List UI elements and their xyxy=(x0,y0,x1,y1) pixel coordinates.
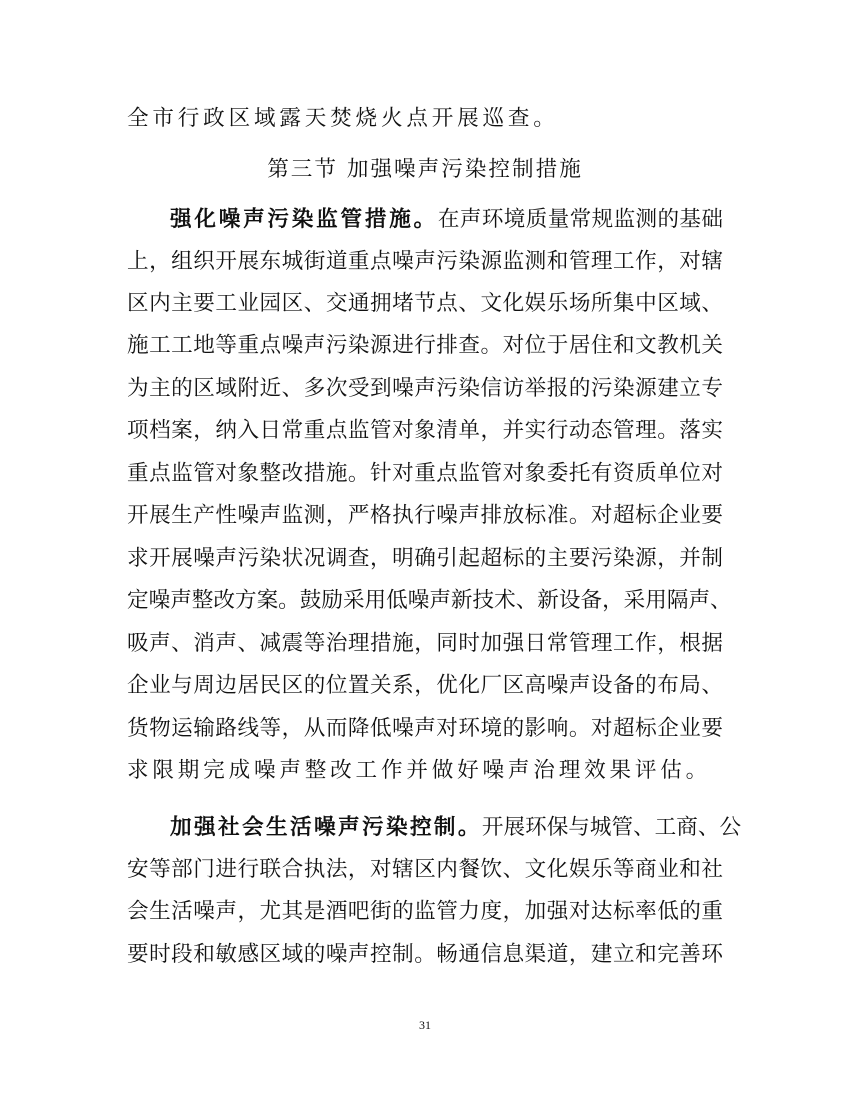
paragraph-1-line: 求开展噪声污染状况调查，明确引起超标的主要污染源，并制 xyxy=(127,546,723,571)
paragraph-1-line: 为主的区域附近、多次受到噪声污染信访举报的污染源建立专 xyxy=(127,376,723,401)
paragraph-1-line: 货物运输路线等，从而降低噪声对环境的影响。对超标企业要 xyxy=(127,716,723,741)
paragraph-2-first-line xyxy=(170,813,742,843)
paragraph-1-line: 重点监管对象整改措施。针对重点监管对象委托有资质单位对 xyxy=(127,461,723,486)
paragraph-1-line: 企业与周边居民区的位置关系，优化厂区高噪声设备的布局、 xyxy=(127,673,723,698)
paragraph-1-last-line: 求限期完成噪声整改工作并做好噪声治理效果评估。 xyxy=(127,758,712,783)
paragraph-2-line: 安等部门进行联合执法，对辖区内餐饮、文化娱乐等商业和社 xyxy=(127,857,723,882)
paragraph-2-line: 会生活噪声，尤其是酒吧街的监管力度，加强对达标率低的重 xyxy=(127,899,723,924)
paragraph-2-line: 开展环保与城管、工商、公 xyxy=(481,815,742,840)
paragraph-1-line: 定噪声整改方案。鼓励采用低噪声新技术、新设备，采用隔声、 xyxy=(127,588,732,613)
section-heading: 第三节 加强噪声污染控制措施 xyxy=(267,157,583,182)
paragraph-1-line: 项档案，纳入日常重点监管对象清单，并实行动态管理。落实 xyxy=(127,418,723,443)
paragraph-1-first-line xyxy=(170,205,723,235)
page-number: 31 xyxy=(419,1018,431,1032)
paragraph-1-line: 在声环境质量常规监测的基础 xyxy=(437,207,723,232)
paragraph-2-line: 要时段和敏感区域的噪声控制。畅通信息渠道，建立和完善环 xyxy=(127,942,723,967)
paragraph-1-line: 上，组织开展东城街道重点噪声污染源监测和管理工作，对辖 xyxy=(127,249,723,274)
paragraph-2-lead: 加强社会生活噪声污染控制。 xyxy=(170,815,482,840)
paragraph-1-line: 区内主要工业园区、交通拥堵节点、文化娱乐场所集中区域、 xyxy=(127,291,723,316)
paragraph-1-line: 开展生产性噪声监测，严格执行噪声排放标准。对超标企业要 xyxy=(127,503,723,528)
continuation-line: 全市行政区域露天焚烧火点开展巡查。 xyxy=(127,106,559,131)
paragraph-1-line: 施工工地等重点噪声污染源进行排查。对位于居住和文教机关 xyxy=(127,333,723,358)
paragraph-1-lead: 强化噪声污染监管措施。 xyxy=(170,207,438,232)
paragraph-1-line: 吸声、消声、减震等治理措施，同时加强日常管理工作，根据 xyxy=(127,631,723,656)
